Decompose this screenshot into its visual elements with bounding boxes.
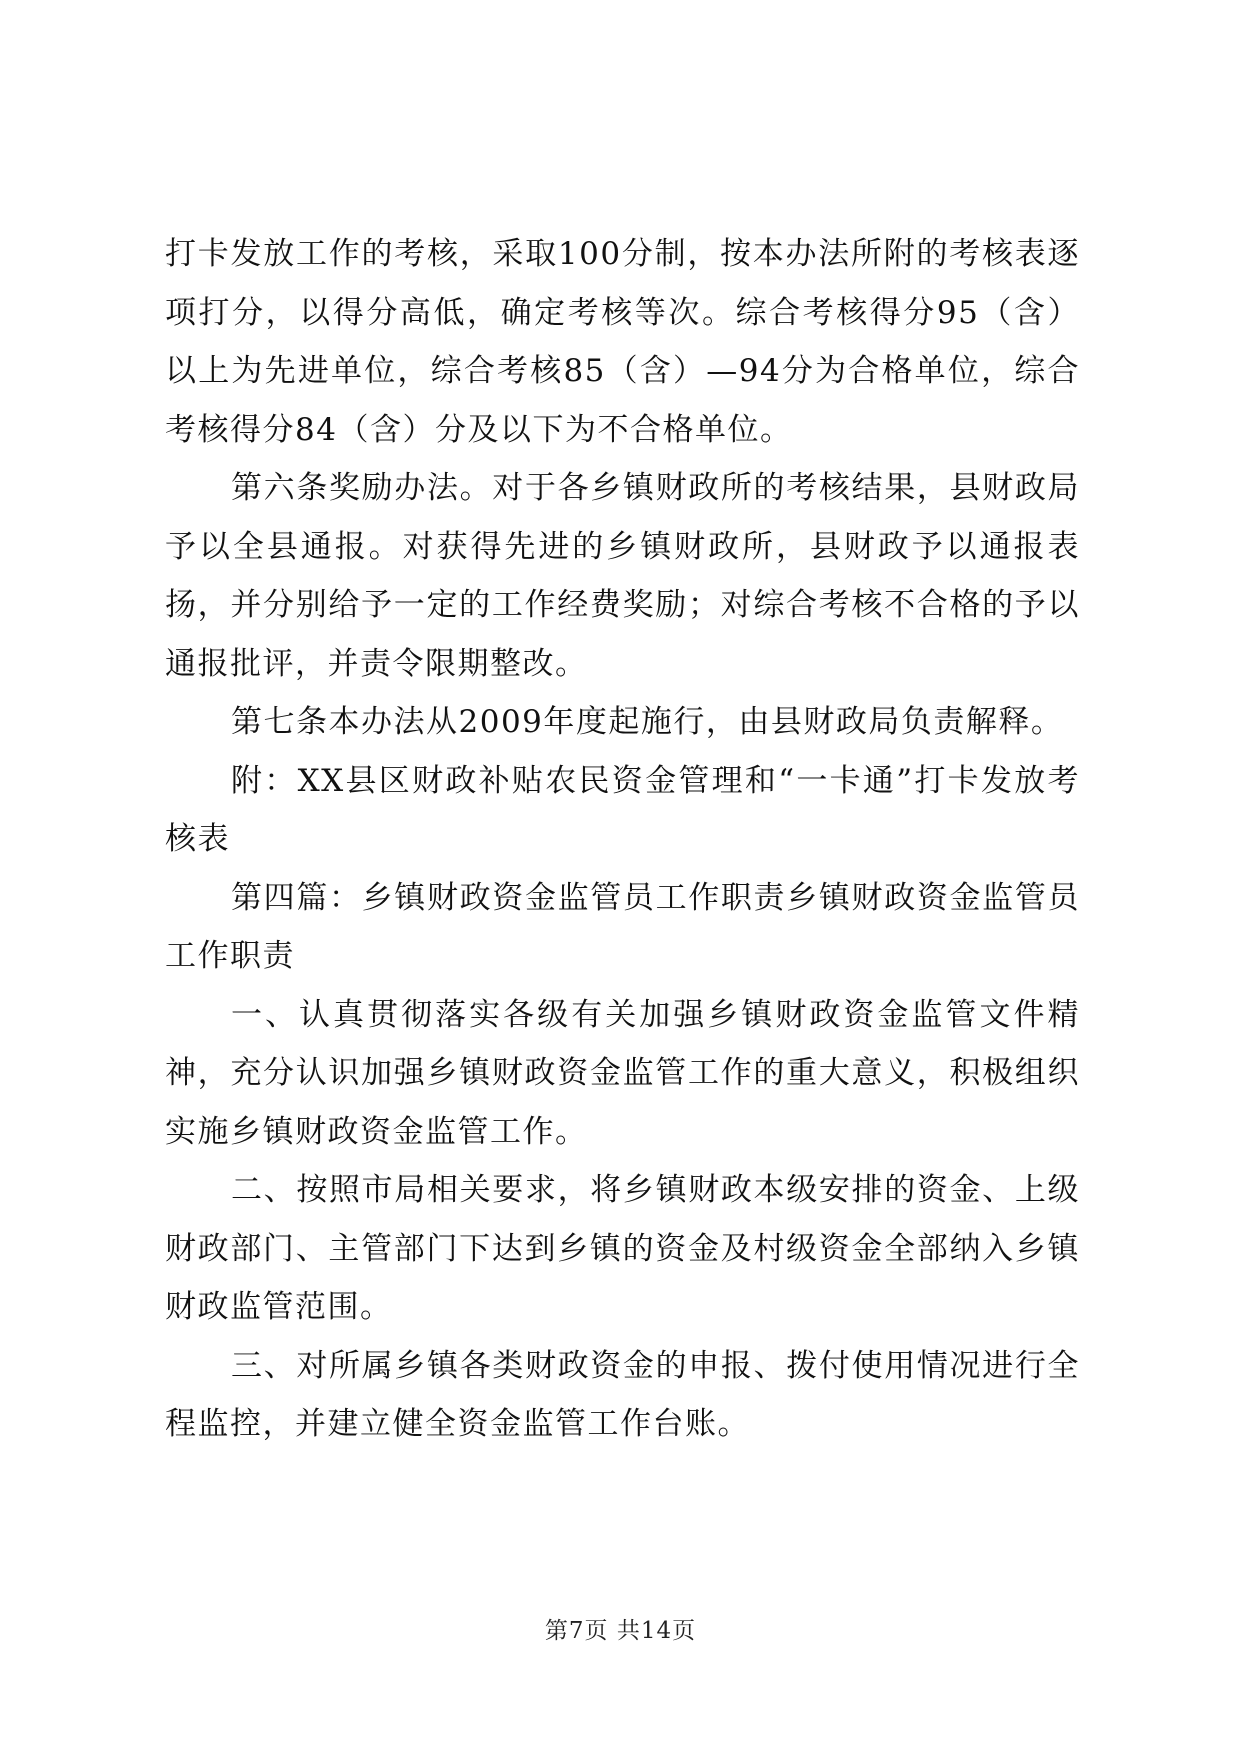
paragraph-section-four-title: 第四篇：乡镇财政资金监管员工作职责乡镇财政资金监管员工作职责 bbox=[165, 879, 1080, 974]
paragraph-duty-one: 一、认真贯彻落实各级有关加强乡镇财政资金监管文件精神，充分认识加强乡镇财政资金监管工作的重大意义，积极组织实施乡镇财政资金监管工作。 bbox=[165, 996, 1080, 1150]
paragraph-attachment: 附：XX县区财政补贴农民资金管理和“一卡通”打卡发放考核表 bbox=[165, 762, 1080, 857]
paragraph-article-seven: 第七条本办法从2009年度起施行，由县财政局负责解释。 bbox=[231, 704, 1064, 740]
paragraph-duty-three: 三、对所属乡镇各类财政资金的申报、拨付使用情况进行全程监控，并建立健全资金监管工作台账。 bbox=[165, 1347, 1080, 1442]
document-body bbox=[165, 225, 1080, 1454]
page-number-footer: 第7页 共14页 bbox=[544, 1618, 697, 1644]
paragraph-duty-two: 二、按照市局相关要求，将乡镇财政本级安排的资金、上级财政部门、主管部门下达到乡镇的资金及村级资金全部纳入乡镇财政监管范围。 bbox=[165, 1172, 1080, 1325]
paragraph-continued-assessment: 打卡发放工作的考核，采取100分制，按本办法所附的考核表逐项打分，以得分高低，确定考核等次。综合考核得分95（含）以上为先进单位，综合考核85（含）—94分为合格单位，综合考核得分84（含）分及以下为不合格单位。 bbox=[165, 236, 1080, 448]
paragraph-article-six: 第六条奖励办法。对于各乡镇财政所的考核结果，县财政局予以全县通报。对获得先进的乡镇财政所，县财政予以通报表扬，并分别给予一定的工作经费奖励；对综合考核不合格的予以通报批评，并责令限期整改。 bbox=[165, 470, 1080, 682]
